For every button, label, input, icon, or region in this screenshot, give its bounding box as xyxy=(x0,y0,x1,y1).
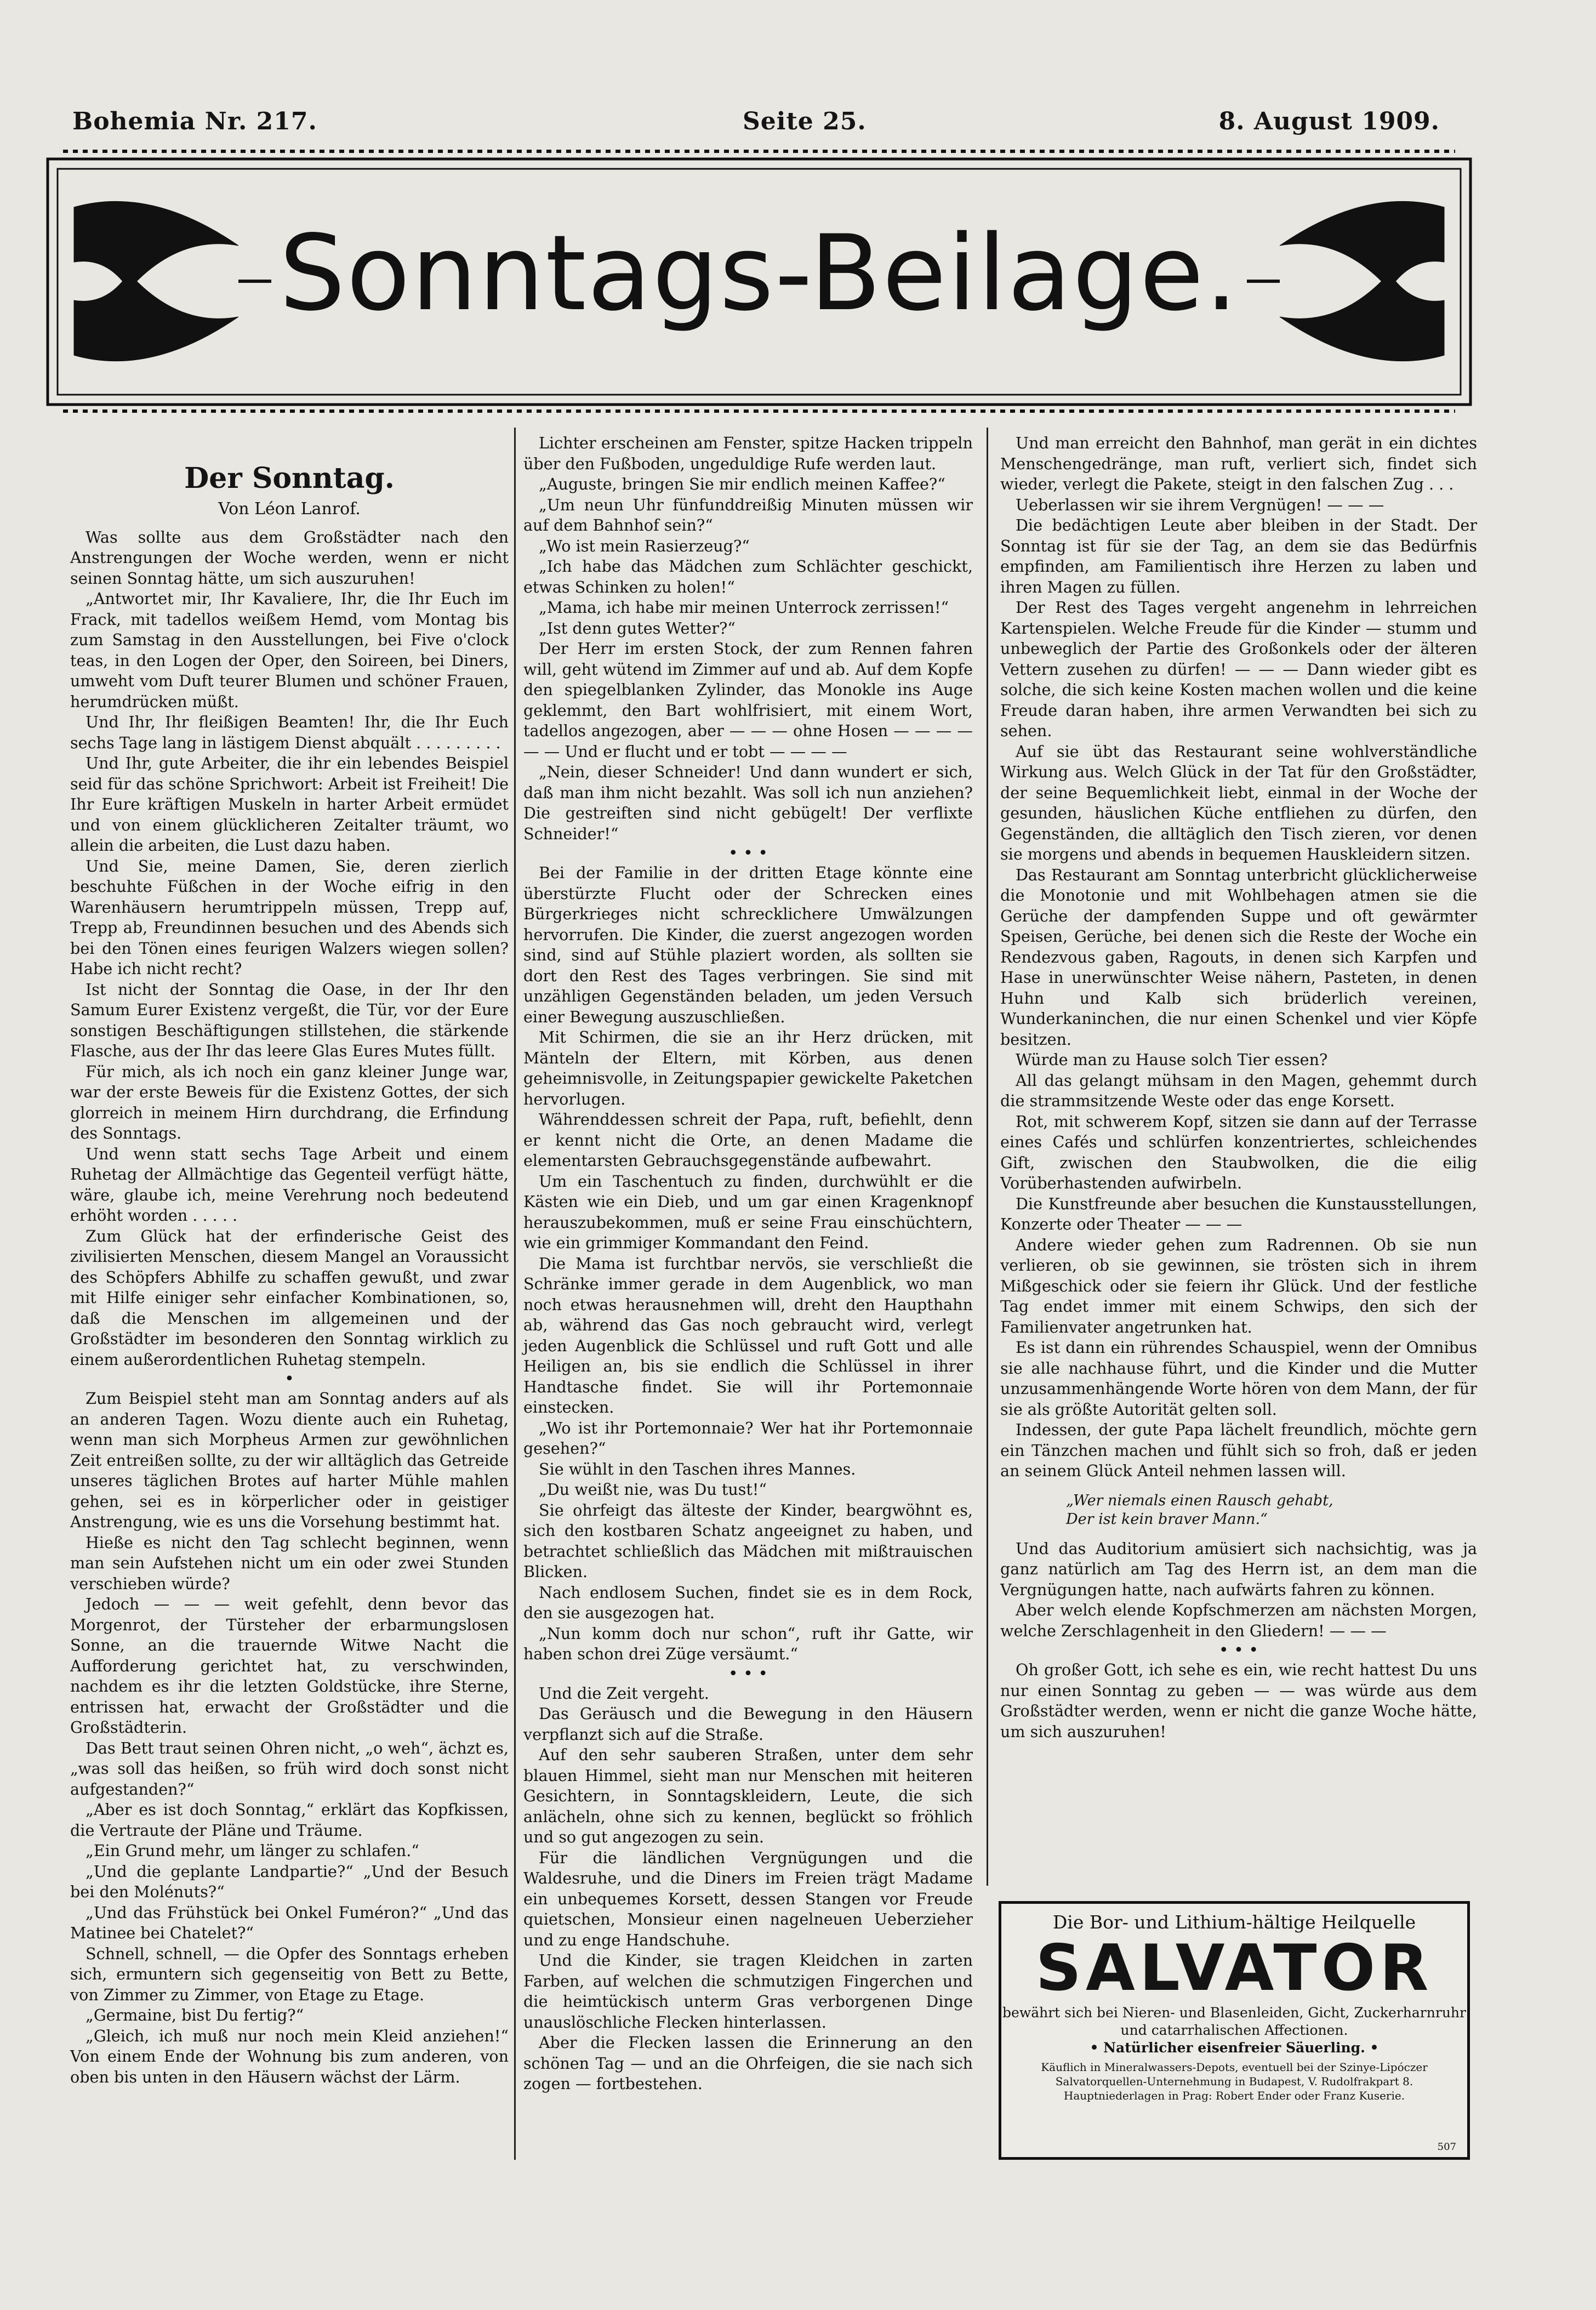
poem-line: „Wer niemals einen Rausch gehabt, xyxy=(1066,1492,1333,1509)
paragraph: Für die ländlichen Vergnügungen und die Waldesruhe, und die Diners im Freien trägt Madame ein unbequemes Korsett, dessen Stangen vor Freude quietschen, Monsieur einen nagelneuen Ueberzieher und zu enge Handschuhe. xyxy=(523,1848,973,1949)
section-separator: • • • xyxy=(728,844,768,863)
paragraph: Sie wühlt in den Taschen ihres Mannes. xyxy=(539,1459,856,1478)
paragraph: Aber welch elende Kopfschmerzen am nächsten Morgen, welche Zerschlagenheit in den Gliedern! — — — xyxy=(1000,1601,1477,1640)
article-author: Von Léon Lanrof. xyxy=(218,499,361,519)
paragraph: Lichter erscheinen am Fenster, spitze Hacken trippeln über den Fußboden, ungeduldige Rufe werden laut. xyxy=(523,434,973,473)
paragraph: Oh großer Gott, ich sehe es ein, wie recht hattest Du uns nur einen Sonntag zu geben — — was würde aus dem Großstädter werden, wenn er nicht die ganze Woche hätte, um sich auszuruhen! xyxy=(1000,1660,1477,1741)
ad-description: bewährt sich bei Nieren- und Blasenleiden, Gicht, Zuckerharnruhr und catarrhalischen Affectionen. xyxy=(1002,2005,1466,2038)
ad-brand: SALVATOR xyxy=(1035,1931,1433,2005)
column-rule-1 xyxy=(514,428,516,2160)
paragraph: Mit Schirmen, die sie an ihr Herz drücken, mit Mänteln der Eltern, mit Körben, aus denen geheimnisvolle, in Zeitungspapier gewickelte Paketchen hervorlugen. xyxy=(523,1028,973,1108)
paragraph: Um ein Taschentuch zu finden, durchwühlt er die Kästen wie ein Dieb, und um gar einen Kragenknopf herauszubekommen, muß er seine Frau einschüchtern, wie ein grimmiger Kommandant den Feind. xyxy=(523,1171,973,1252)
paragraph: Nach endlosem Suchen, findet sie es in dem Rock, den sie ausgezogen hat. xyxy=(523,1583,973,1622)
paragraph: Und man erreicht den Bahnhof, man gerät in ein dichtes Menschengedränge, man ruft, verliert sich, findet sich wieder, verlegt die Pakete, steigt in den falschen Zug . . . xyxy=(1000,434,1477,493)
paragraph: „Nun komm doch nur schon“, ruft ihr Gatte, wir haben schon drei Züge versäumt.“ xyxy=(523,1624,973,1663)
paragraph: Und Ihr, Ihr fleißigen Beamten! Ihr, die Ihr Euch sechs Tage lang in lästigem Dienst abquält . . . . . . . . . xyxy=(70,713,509,752)
header-page: Seite 25. xyxy=(743,107,867,135)
section-separator: • xyxy=(284,1369,294,1389)
paragraph: Die Kunstfreunde aber besuchen die Kunstausstellungen, Konzerte oder Theater — — — xyxy=(1000,1194,1477,1233)
paragraph: Für mich, als ich noch ein ganz kleiner Junge war, war der erste Beweis für die Existenz Gottes, der sich glorreich in meinem Hirn durchdrang, die Erfindung des Sonntags. xyxy=(70,1062,509,1142)
header-date: 8. August 1909. xyxy=(1218,107,1440,135)
paragraph: All das gelangt mühsam in den Magen, gehemmt durch die strammsitzende Weste oder das enge Korsett. xyxy=(1000,1071,1477,1110)
paragraph: „Aber es ist doch Sonntag,“ erklärt das Kopfkissen, die Vertraute der Pläne und Träume. xyxy=(70,1800,509,1840)
masthead-banner xyxy=(41,147,1477,416)
ad-tagline: • Natürlicher eisenfreier Säuerling. • xyxy=(1090,2040,1379,2056)
masthead-title: Sonntags-Beilage. xyxy=(279,213,1239,334)
paragraph: Und Sie, meine Damen, Sie, deren zierlich beschuhte Füßchen in der Woche eifrig in den Warenhäusern herumtrippeln müssen, Trepp auf, Trepp ab, Freundinnen besuchen und des Abends sich bei den Tönen eines feurigen Walzers wiegen sollen? Habe ich nicht recht? xyxy=(70,856,509,978)
article-title: Der Sonntag. xyxy=(184,462,395,495)
paragraph: Zum Glück hat der erfinderische Geist des zivilisierten Menschen, diesem Mangel an Voraussicht des Schöpfers Abhilfe zu schaffen gewußt, und zwar mit Hilfe einiger sehr einfacher Kombinationen, so, daß die Menschen im allgemeinen und der Großstädter im besonderen den Sonntag wirklich zu einem außerordentlichen Ruhetag stempeln. xyxy=(70,1226,509,1369)
section-separator: • • • xyxy=(1218,1641,1259,1660)
paragraph: „Ein Grund mehr, um länger zu schlafen.“ xyxy=(86,1841,419,1860)
paragraph: Jedoch — — — weit gefehlt, denn bevor das Morgenrot, der Türsteher der erbarmungslosen Sonne, an die trauernde Witwe Nacht die Aufforderung gerichtet hat, zu verschwinden, nachdem es ihr die letzten Goldstücke, ihre Sterne, entrissen hat, erwacht der Großstädter und die Großstädterin. xyxy=(70,1595,509,1737)
poem-quote xyxy=(1066,1492,1477,1529)
paragraph: Was sollte aus dem Großstädter nach den Anstrengungen der Woche werden, wenn er nicht seinen Sonntag hätte, um sich auszuruhen! xyxy=(70,527,509,588)
ad-depots: Käuflich in Mineralwassers-Depots, eventuell bei der Szinye-Lipóczer Salvatorquellen-Unternehmung in Budapest, V. Rudolfrakpart 8. Hauptniederlagen in Prag: Robert Ender oder Franz Kuserie. xyxy=(1041,2061,1428,2102)
paragraph: „Mama, ich habe mir meinen Unterrock zerrissen!“ xyxy=(539,598,949,617)
paragraph: Auf den sehr sauberen Straßen, unter dem sehr blauen Himmel, sieht man nur Menschen mit heiteren Gesichtern, in Sonntagskleidern, Leute, die sich anlächeln, ohne sich zu kennen, beglückt so fröhlich und so gut angezogen zu sein. xyxy=(523,1745,973,1846)
column-3 xyxy=(1000,433,1477,1742)
paragraph: Es ist dann ein rührendes Schauspiel, wenn der Omnibus sie alle nachhause führt, und die Kinder und die Mutter unzusammenhängende Worte hören von dem Mann, der für sie als größte Autorität gelten soll. xyxy=(1000,1338,1477,1419)
paragraph: Zum Beispiel steht man am Sonntag anders auf als an anderen Tagen. Wozu diente auch ein Ruhetag, wenn man sich Morpheus Armen zur gewöhnlichen Zeit entreißen sollte, zu der wir alltäglich das Getreide unseres täglichen Brotes auf harter Mühle mahlen gehen, sei es in körperlicher oder in geistiger Anstrengung, wie es uns die Vorsehung bestimmt hat. xyxy=(70,1389,509,1531)
advertisement-salvator xyxy=(999,1901,1470,2160)
paragraph: Währenddessen schreit der Papa, ruft, befiehlt, denn er kennt nicht die Orte, an denen Madame die elementarsten Gebrauchsgegenstände aufbewahrt. xyxy=(523,1110,973,1170)
paragraph: Und wenn statt sechs Tage Arbeit und einem Ruhetag der Allmächtige das Gegenteil verfügt hätte, wäre, glaube ich, meine Verehrung noch bedeutend erhöht worden . . . . . xyxy=(70,1144,509,1225)
paragraph: „Nein, dieser Schneider! Und dann wundert er sich, daß man ihm nicht bezahlt. Was soll ich nun anziehen? Die gestreiften sind nicht gebügelt! Der verflixte Schneider!“ xyxy=(523,763,973,843)
paragraph: „Ich habe das Mädchen zum Schlächter geschickt, etwas Schinken zu holen!“ xyxy=(523,557,973,596)
paragraph: Bei der Familie in der dritten Etage könnte eine überstürzte Flucht oder der Schrecken eines Bürgerkrieges nicht schrecklichere Umwälzungen hervorrufen. Die Kinder, die zuerst angezogen worden sind, sind auf Stühle plaziert worden, als sollten sie dort den Rest des Tages verbringen. Sie sind mit unzähligen Gegenständen beladen, um jeden Versuch einer Bewegung auszuschließen. xyxy=(523,863,973,1026)
paragraph: Das Bett traut seinen Ohren nicht, „o weh“, ächzt es, „was soll das heißen, so früh wird doch sonst nicht aufgestanden?“ xyxy=(70,1738,509,1799)
paragraph: Und die Kinder, sie tragen Kleidchen in zarten Farben, auf welchen die schmutzigen Fingerchen und die heimtückisch unterm Gras verborgenen Dinge unauslöschliche Flecken hinterlassen. xyxy=(523,1951,973,2032)
paragraph: Die bedächtigen Leute aber bleiben in der Stadt. Der Sonntag ist für sie der Tag, an dem sie das Bedürfnis empfinden, am Familientisch ihre Herzen zu laben und ihren Magen zu füllen. xyxy=(1000,516,1477,596)
column-rule-2 xyxy=(987,428,988,1886)
paragraph: Das Restaurant am Sonntag unterbricht glücklicherweise die Monotonie und mit Wohlbehagen atmen sie die Gerüche der dampfenden Suppe und oft gewärmter Speisen, Gerüche, bei denen sich die Reste der Woche ein Rendezvous gaben, Ragouts, in denen sich Karpfen und Hase in unerwünschter Weise nähern, Pasteten, in denen Huhn und Kalb sich brüderlich vereinen, Wunderkaninchen, die nur einen Schenkel und vier Köpfe besitzen. xyxy=(1000,865,1477,1049)
paragraph: „Um neun Uhr fünfunddreißig Minuten müssen wir auf dem Bahnhof sein?“ xyxy=(523,495,973,534)
column-2 xyxy=(523,433,973,2095)
header-issue: Bohemia Nr. 217. xyxy=(72,107,317,135)
paragraph: „Gleich, ich muß nur noch mein Kleid anziehen!“ Von einem Ende der Wohnung bis zum anderen, von oben bis unten in den Häusern wächst der Lärm. xyxy=(70,2026,509,2086)
paragraph: Aber die Flecken lassen die Erinnerung an den schönen Tag — und an die Ohrfeigen, die sie nach sich zogen — fortbestehen. xyxy=(523,2033,973,2093)
paragraph: „Germaine, bist Du fertig?“ xyxy=(86,2006,304,2024)
section-separator: • • • xyxy=(728,1664,768,1683)
paragraph: Ueberlassen wir sie ihrem Vergnügen! — — — xyxy=(1016,495,1384,514)
paragraph: Schnell, schnell, — die Opfer des Sonntags erheben sich, ermuntern sich gegenseitig von Bett zu Bette, von Zimmer zu Zimmer, von Etage zu Etage. xyxy=(70,1944,509,2004)
paragraph: Indessen, der gute Papa lächelt freundlich, möchte gern ein Tänzchen machen und fühlt sich so froh, daß er jeden an seinem Glück Anteil nehmen lassen will. xyxy=(1000,1420,1477,1480)
paragraph: Und Ihr, gute Arbeiter, die ihr ein lebendes Beispiel seid für das schöne Sprichwort: Arbeit ist Freiheit! Die Ihr Eure kräftigen Muskeln in harter Arbeit ermüdet und von einem glücklicheren Zeitalter träumt, wo allein die arbeiten, die Lust dazu haben. xyxy=(70,754,509,855)
paragraph: Auf sie übt das Restaurant seine wohlverständliche Wirkung aus. Welch Glück in der Tat für den Großstädter, der seine Bequemlichkeit liebt, einmal in der Woche der gesunden, häuslichen Küche entfliehen zu dürfen, den Gegenständen, die alltäglich den Tisch zieren, vor denen sie morgens und abends in bequemen Hauskleidern sitzen. xyxy=(1000,742,1477,863)
paragraph: „Du weißt nie, was Du tust!“ xyxy=(539,1480,767,1499)
paragraph: Und das Auditorium amüsiert sich nachsichtig, was ja ganz natürlich am Tag des Herrn ist, an dem man die Vergnügungen hatte, nach aufwärts fahren zu können. xyxy=(1000,1539,1477,1599)
paragraph: Ist nicht der Sonntag die Oase, in der Ihr den Samum Eurer Existenz vergeßt, die Tür, vor der Eure sonstigen Beschäftigungen stillstehen, die stärkende Flasche, aus der Ihr das leere Glas Eures Mutes füllt. xyxy=(70,980,509,1060)
paragraph: Hieße es nicht den Tag schlecht beginnen, wenn man sein Aufstehen nicht um ein oder zwei Stunden verschieben würde? xyxy=(70,1533,509,1593)
paragraph: „Ist denn gutes Wetter?“ xyxy=(539,618,736,638)
paragraph: Rot, mit schwerem Kopf, sitzen sie dann auf der Terrasse eines Cafés und schlürfen konzentriertes, schleichendes Gift, zwischen den Staubwolken, die die eilig Vorüberhastenden aufwirbeln. xyxy=(1000,1112,1477,1192)
paragraph: „Wo ist mein Rasierzeug?“ xyxy=(539,536,750,555)
paragraph: Und die Zeit vergeht. xyxy=(539,1683,709,1703)
poem-line: Der ist kein braver Mann.“ xyxy=(1066,1510,1268,1528)
paragraph: „Und die geplante Landpartie?“ „Und der Besuch bei den Molénuts?“ xyxy=(70,1862,509,1901)
paragraph: Andere wieder gehen zum Radrennen. Ob sie nun verlieren, ob sie gewinnen, sie trösten sich in ihrem Mißgeschick oder sie feiern ihr Glück. Und der festliche Tag endet immer mit einem Schwips, den sich der Familienvater angetrunken hat. xyxy=(1000,1235,1477,1336)
paragraph: Die Mama ist furchtbar nervös, sie verschließt die Schränke immer gerade in dem Augenblick, wo man noch etwas herausnehmen will, dreht den Haupthahn ab, während das Gas noch gebraucht wird, verlegt jeden Augenblick die Schlüssel und ruft Gott und alle Heiligen an, bis sie endlich die Schlüssel in ihrer Handtasche findet. Sie will ihr Portemonnaie einstecken. xyxy=(523,1254,973,1416)
paragraph: Der Herr im ersten Stock, der zum Rennen fahren will, geht wütend im Zimmer auf und ab. Auf dem Kopfe den spiegelblanken Zylinder, das Monokle ins Auge geklemmt, den Bart wohlfrisiert, mit einem Wort, tadellos angezogen, aber — — — ohne Hosen — — — — — — Und er flucht und er tobt — — — — xyxy=(523,639,973,761)
paragraph: Der Rest des Tages vergeht angenehm in lehrreichen Kartenspielen. Welche Freude für die Kinder — stumm und unbeweglich der Partie des Großonkels oder der älteren Vettern zusehen zu dürfen! — — — Dann wieder gibt es solche, die sich keine Kosten machen wollen und die keine Freude daran haben, ihre armen Verwandten bei sich zu sehen. xyxy=(1000,598,1477,740)
paragraph: „Und das Frühstück bei Onkel Fuméron?“ „Und das Matinee bei Chatelet?“ xyxy=(70,1903,509,1942)
column-1 xyxy=(70,433,509,2087)
paragraph: Würde man zu Hause solch Tier essen? xyxy=(1016,1050,1328,1069)
paragraph: „Wo ist ihr Portemonnaie? Wer hat ihr Portemonnaie gesehen?“ xyxy=(523,1418,973,1458)
paragraph: Das Geräusch und die Bewegung in den Häusern verpflanzt sich auf die Straße. xyxy=(523,1704,973,1744)
paragraph: „Auguste, bringen Sie mir endlich meinen Kaffee?“ xyxy=(539,475,945,493)
ad-headline: Die Bor- und Lithium-hältige Heilquelle xyxy=(1052,1911,1416,1933)
paragraph: „Antwortet mir, Ihr Kavaliere, Ihr, die Ihr Euch im Frack, mit tadellos weißem Hemd, vom Montag bis zum Samstag in den Ausstellungen, bei Five o'clock teas, in den Logen der Oper, den Soireen, bei Diners, umweht vom Duft teurer Blumen und schöner Frauen, herumdrücken müßt. xyxy=(70,589,509,711)
paragraph: Sie ohrfeigt das älteste der Kinder, beargwöhnt es, sich den kostbaren Schatz angeeignet zu haben, und betrachtet schließlich das Mädchen mit mißtrauischen Blicken. xyxy=(523,1500,973,1581)
ad-reference-number: 507 xyxy=(1437,2141,1456,2153)
